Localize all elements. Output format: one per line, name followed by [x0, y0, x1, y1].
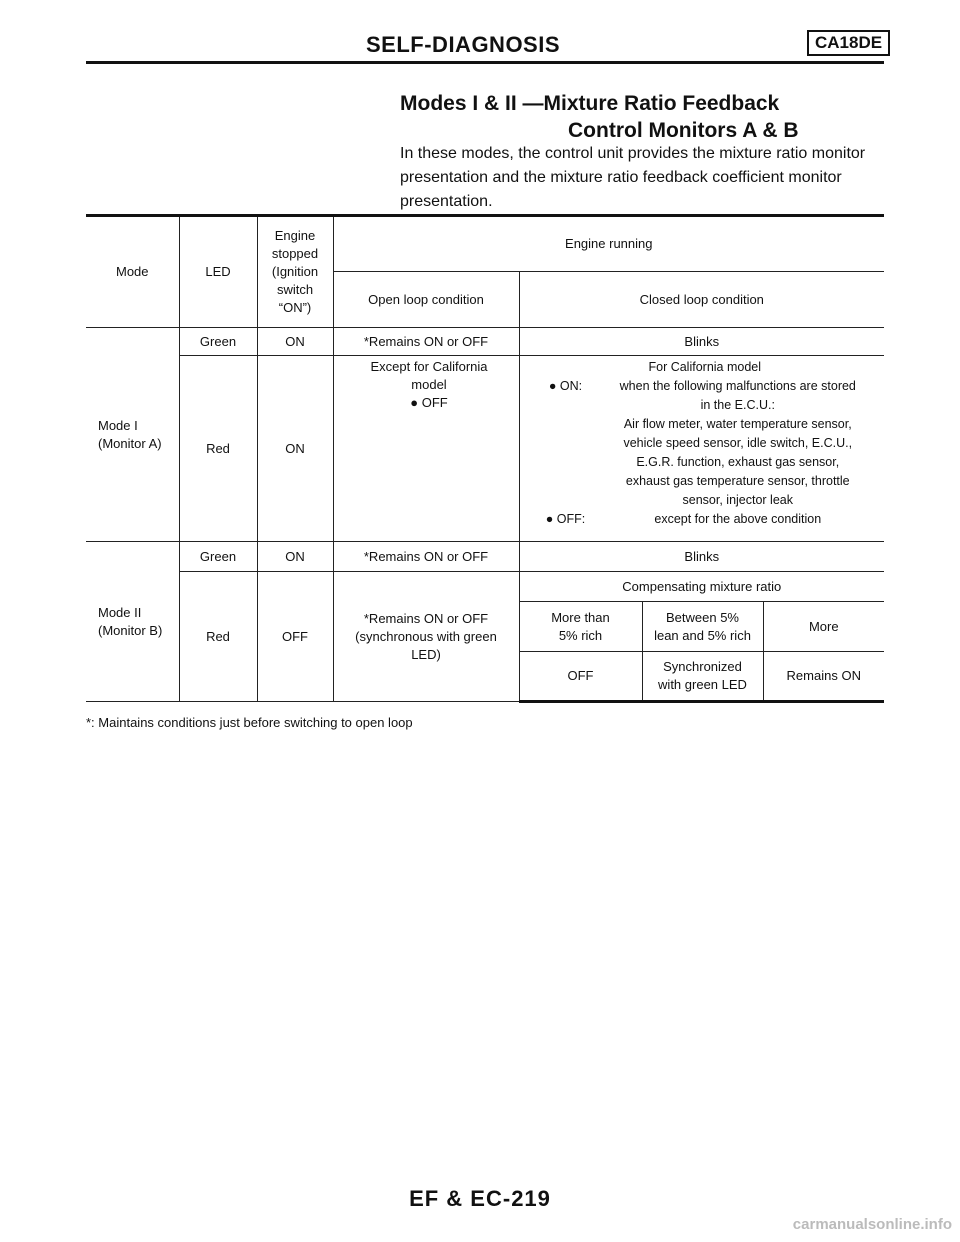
page-header-title: SELF-DIAGNOSIS: [366, 32, 561, 57]
mode1-red-led: Red: [179, 356, 257, 542]
ratio-more: More: [763, 602, 884, 652]
header-closed-loop: Closed loop condition: [519, 272, 884, 328]
watermark: carmanualsonline.info: [792, 1216, 952, 1233]
mode1-label: Mode I (Monitor A): [86, 328, 179, 542]
on-bullet: ● ON:: [548, 379, 583, 393]
intro-paragraph: In these modes, the control unit provides the mixture ratio monitor presentation and the mixture ratio feedback coefficient monitor presentation.: [400, 145, 866, 210]
header-engine-running: Engine running: [333, 216, 884, 272]
section-title: [400, 90, 820, 144]
header-engine-stopped: Engine stopped (Ignition switch “ON”): [257, 216, 333, 328]
ratio-more-than-rich: More than 5% rich: [519, 602, 642, 652]
engine-code-badge: CA18DE: [807, 30, 890, 56]
diagnosis-table: [86, 214, 884, 703]
mode1-green-open: *Remains ON or OFF: [333, 328, 519, 356]
mode1-green-stopped: ON: [257, 328, 333, 356]
mode1-green-led: Green: [179, 328, 257, 356]
mode2-green-led: Green: [179, 542, 257, 572]
off-bullet: ● OFF:: [545, 512, 586, 526]
mode2-red-led: Red: [179, 572, 257, 702]
mode2-red-open: *Remains ON or OFF (synchronous with green LED): [333, 572, 519, 702]
header-led: LED: [179, 216, 257, 328]
ratio-between: Between 5% lean and 5% rich: [642, 602, 763, 652]
mode2-green-closed: Blinks: [519, 542, 884, 572]
off-condition: except for the above condition: [654, 512, 822, 526]
mode2-green-open: *Remains ON or OFF: [333, 542, 519, 572]
mode1-red-stopped: ON: [257, 356, 333, 542]
section-title-line1: Modes I & II —Mixture Ratio Feedback: [400, 92, 780, 115]
page-number: EF & EC-219: [409, 1186, 551, 1211]
mode1-red-closed: [519, 356, 884, 542]
on-conditions: when the following malfunctions are stored in the E.C.U.: Air flow meter, water temperature sensor, vehicle speed sensor, idle switch, E.C.U., E.G.R. function, exhaust gas sensor, exhaust gas temperature sensor, throttle sensor, injector leak: [619, 379, 856, 507]
led-state-synchronized: Synchronized with green LED: [642, 652, 763, 702]
header-mode: Mode: [86, 216, 179, 328]
mode2-label: Mode II (Monitor B): [86, 542, 179, 702]
led-state-remains-on: Remains ON: [763, 652, 884, 702]
led-state-off: OFF: [519, 652, 642, 702]
mode2-green-stopped: ON: [257, 542, 333, 572]
compensating-header: Compensating mixture ratio: [519, 572, 884, 602]
footnote: *: Maintains conditions just before switching to open loop: [86, 715, 413, 730]
mode2-red-stopped: OFF: [257, 572, 333, 702]
section-title-line2: Control Monitors A & B: [568, 119, 799, 142]
california-heading: For California model: [648, 360, 762, 374]
header-rule: [86, 61, 884, 64]
mode1-green-closed: Blinks: [519, 328, 884, 356]
mode1-red-open: Except for California model ● OFF: [333, 356, 519, 542]
header-open-loop: Open loop condition: [333, 272, 519, 328]
